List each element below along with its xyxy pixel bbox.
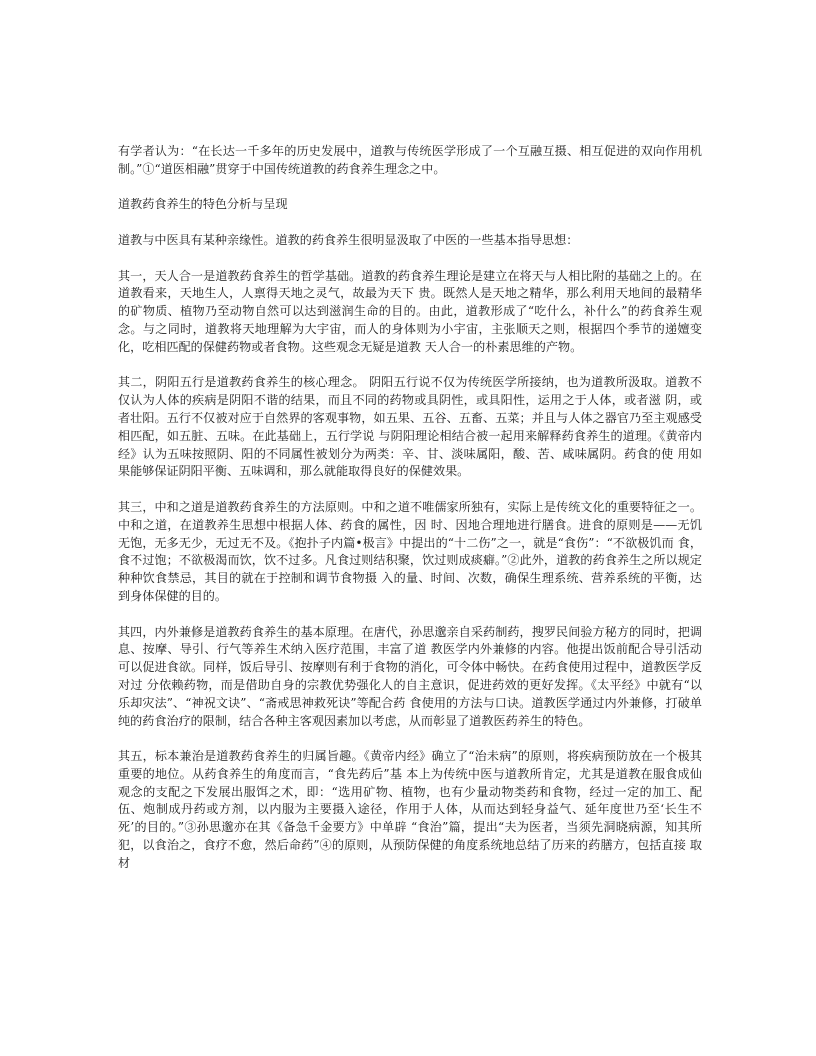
document-body (118, 143, 702, 873)
paragraph-lead-in: 道教与中医具有某种亲缘性。道教的药食养生很明显汲取了中医的一些基本指导思想： (118, 232, 579, 247)
paragraph-point-three: 其三，中和之道是道教药食养生的方法原则。中和之道不唯儒家所独有，实际上是传统文化的重要特征之一。中和之道，在道教养生思想中根据人体、药食的属性，因 时、因地合理地进行膳食。进食的原则是——无饥无饱，无多无少，无过无不及。《抱扑子内篇•极言》中提出的“十二伤”之一，就是“食伤”：“不欲极饥而 食，食不过饱；不欲极渴而饮，饮不过多。凡食过则结积聚，饮过则成痰癖。”②此外，道教的药食养生之所以规定种种饮食禁忌，其目的就在于控制和调节食物摄 入的量、时间、次数，确保生理系统、营养系统的平衡，达到身体保健的目的。 (118, 499, 702, 603)
paragraph-point-five: 其五，标本兼治是道教药食养生的归属旨趣。《黄帝内经》确立了“治未病”的原则，将疾病预防放在一个极其重要的地位。从药食养生的角度而言，“食先药后”基 本上为传统中医与道教所肯定，尤其是道教在服食成仙观念的支配之下发展出服饵之术，即：“选用矿物、植物，也有少量动物类药和食物，经过一定的加工、配 伍、炮制成丹药或方剂，以内服为主要摄入途径，作用于人体，从而达到轻身益气、延年度世乃至‘长生不死’的目的。”③孙思邈亦在其《备急千金要方》中单辟 “食治”篇，提出“夫为医者，当须先洞晓病源，知其所犯，以食治之，食疗不愈，然后命药”④的原则，从预防保健的角度系统地总结了历来的药膳方，包括直接 取材 (118, 749, 702, 870)
paragraph-point-one: 其一，天人合一是道教药食养生的哲学基础。道教的药食养生理论是建立在将天与人相比附的基础之上的。在道教看来，天地生人，人禀得天地之灵气，故最为天下 贵。既然人是天地之精华，那么利用天地间的最精华的矿物质、植物乃至动物自然可以达到滋润生命的目的。由此，道教形成了“吃什么，补什么”的药食养生观 念。与之同时，道教将天地理解为大宇宙，而人的身体则为小宇宙，主张顺天之则，根据四个季节的递嬗变化，吃相匹配的保健药物或者食物。这些观念无疑是道教 天人合一的朴素思维的产物。 (118, 268, 702, 354)
paragraph-intro-quote: 有学者认为：“在长达一千多年的历史发展中，道教与传统医学形成了一个互融互摄、相互促进的双向作用机制。”①“道医相融”贯穿于中国传统道教的药食养生理念之中。 (118, 144, 702, 176)
section-heading: 道教药食养生的特色分析与呈现 (118, 197, 288, 212)
paragraph-point-four: 其四，内外兼修是道教药食养生的基本原理。在唐代，孙思邈亲自采药制药，搜罗民间验方秘方的同时，把调息、按摩、导引、行气等养生术纳入医疗范围，丰富了道 教医学内外兼修的内容。他提出饭前配合导引活动可以促进食欲。同样，饭后导引、按摩则有利于食物的消化，可令体中畅快。在药食使用过程中，道教医学反对过 分依赖药物，而是借助自身的宗教优势强化人的自主意识，促进药效的更好发挥。《太平经》中就有“以乐却灾法”、“神祝文诀”、“斋戒思神救死诀”等配合药 食使用的方法与口诀。道教医学通过内外兼修，打破单纯的药食治疗的限制，结合各种主客观因素加以考虑，从而彰显了道教医药养生的特色。 (118, 624, 702, 728)
paragraph-point-two: 其二，阴阳五行是道教药食养生的核心理念。 阴阳五行说不仅为传统医学所接纳，也为道教所汲取。道教不仅认为人体的疾病是阴阳不谐的结果，而且不同的药物或具阴性，或具阳性，运用之于人体，或者滋 阴，或者壮阳。五行不仅被对应于自然界的客观事物，如五果、五谷、五畜、五菜；并且与人体之器官乃至主观感受相匹配，如五脏、五味。在此基础上，五行学说 与阴阳理论相结合被一起用来解释药食养生的道理。《黄帝内经》认为五味按照阴、阳的不同属性被划分为两类：辛、甘、淡味属阳，酸、苦、咸味属阴。药食的使 用如果能够保证阴阳平衡、五味调和，那么就能取得良好的保健效果。 (118, 375, 702, 479)
